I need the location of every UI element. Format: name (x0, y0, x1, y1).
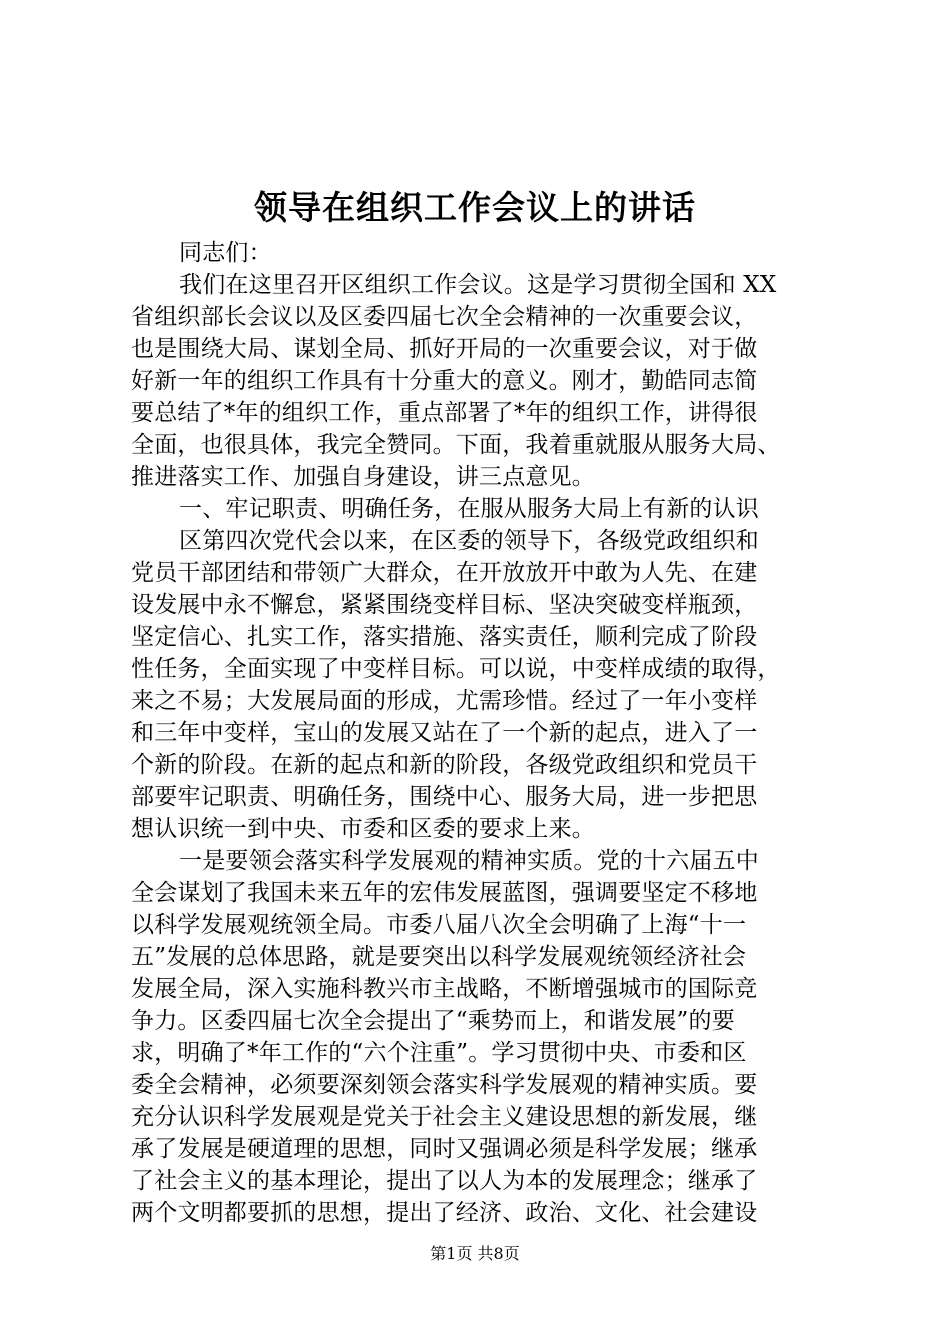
paragraph-line: 性任务，全面实现了中变样目标。可以说，中变样成绩的取得， (131, 656, 781, 682)
paragraph-line: 党员干部团结和带领广大群众，在开放放开中敢为人先、在建 (131, 560, 758, 586)
paragraph-line: 充分认识科学发展观是党关于社会主义建设思想的新发展，继 (131, 1104, 758, 1130)
paragraph-line: 发展全局，深入实施科教兴市主战略，不断增强城市的国际竞 (131, 976, 758, 1002)
paragraph-line: 我们在这里召开区组织工作会议。这是学习贯彻全国和 XX (179, 272, 777, 298)
paragraph-line: 承了发展是硬道理的思想，同时又强调必须是科学发展；继承 (131, 1136, 758, 1162)
salutation-line: 同志们： (179, 240, 272, 266)
paragraph-line: 推进落实工作、加强自身建设，讲三点意见。 (131, 464, 595, 490)
paragraph-line: 全面，也很具体，我完全赞同。下面，我着重就服从服务大局、 (131, 432, 781, 458)
paragraph-line: 要总结了*年的组织工作，重点部署了*年的组织工作，讲得很 (131, 400, 758, 426)
paragraph-line: 以科学发展观统领全局。市委八届八次全会明确了上海“十一 (131, 912, 747, 938)
paragraph-line: 来之不易；大发展局面的形成，尤需珍惜。经过了一年小变样 (131, 688, 758, 714)
paragraph-line: 五”发展的总体思路，就是要突出以科学发展观统领经济社会 (131, 944, 747, 970)
paragraph-line: 两个文明都要抓的思想，提出了经济、政治、文化、社会建设 (131, 1200, 758, 1226)
paragraph-line: 个新的阶段。在新的起点和新的阶段，各级党政组织和党员干 (131, 752, 758, 778)
paragraph-line: 争力。区委四届七次全会提出了“乘势而上，和谐发展”的要 (131, 1008, 735, 1034)
paragraph-line: 好新一年的组织工作具有十分重大的意义。刚才，勤皓同志简 (131, 368, 758, 394)
page-footer: 第1页 共8页 (430, 1244, 520, 1263)
paragraph-line: 想认识统一到中央、市委和区委的要求上来。 (131, 816, 595, 842)
paragraph-line: 区第四次党代会以来，在区委的领导下，各级党政组织和 (179, 528, 759, 554)
paragraph-line: 部要牢记职责、明确任务，围绕中心、服务大局，进一步把思 (131, 784, 758, 810)
paragraph-line: 也是围绕大局、谋划全局、抓好开局的一次重要会议，对于做 (131, 336, 758, 362)
document-title: 领导在组织工作会议上的讲话 (254, 188, 696, 227)
paragraph-line: 设发展中永不懈怠，紧紧围绕变样目标、坚决突破变样瓶颈， (131, 592, 758, 618)
paragraph-line: 全会谋划了我国未来五年的宏伟发展蓝图，强调要坚定不移地 (131, 880, 758, 906)
paragraph-line: 委全会精神，必须要深刻领会落实科学发展观的精神实质。要 (131, 1072, 758, 1098)
paragraph-line: 和三年中变样，宝山的发展又站在了一个新的起点，进入了一 (131, 720, 758, 746)
paragraph-line: 省组织部长会议以及区委四届七次全会精神的一次重要会议， (131, 304, 758, 330)
paragraph-line: 坚定信心、扎实工作，落实措施、落实责任，顺利完成了阶段 (131, 624, 758, 650)
document-body (131, 237, 831, 1229)
paragraph-line: 求，明确了*年工作的“六个注重”。学习贯彻中央、市委和区 (131, 1040, 747, 1066)
section-heading: 一、牢记职责、明确任务，在服从服务大局上有新的认识 (179, 496, 759, 522)
paragraph-line: 了社会主义的基本理论，提出了以人为本的发展理念；继承了 (131, 1168, 758, 1194)
paragraph-line: 一是要领会落实科学发展观的精神实质。党的十六届五中 (179, 848, 759, 874)
